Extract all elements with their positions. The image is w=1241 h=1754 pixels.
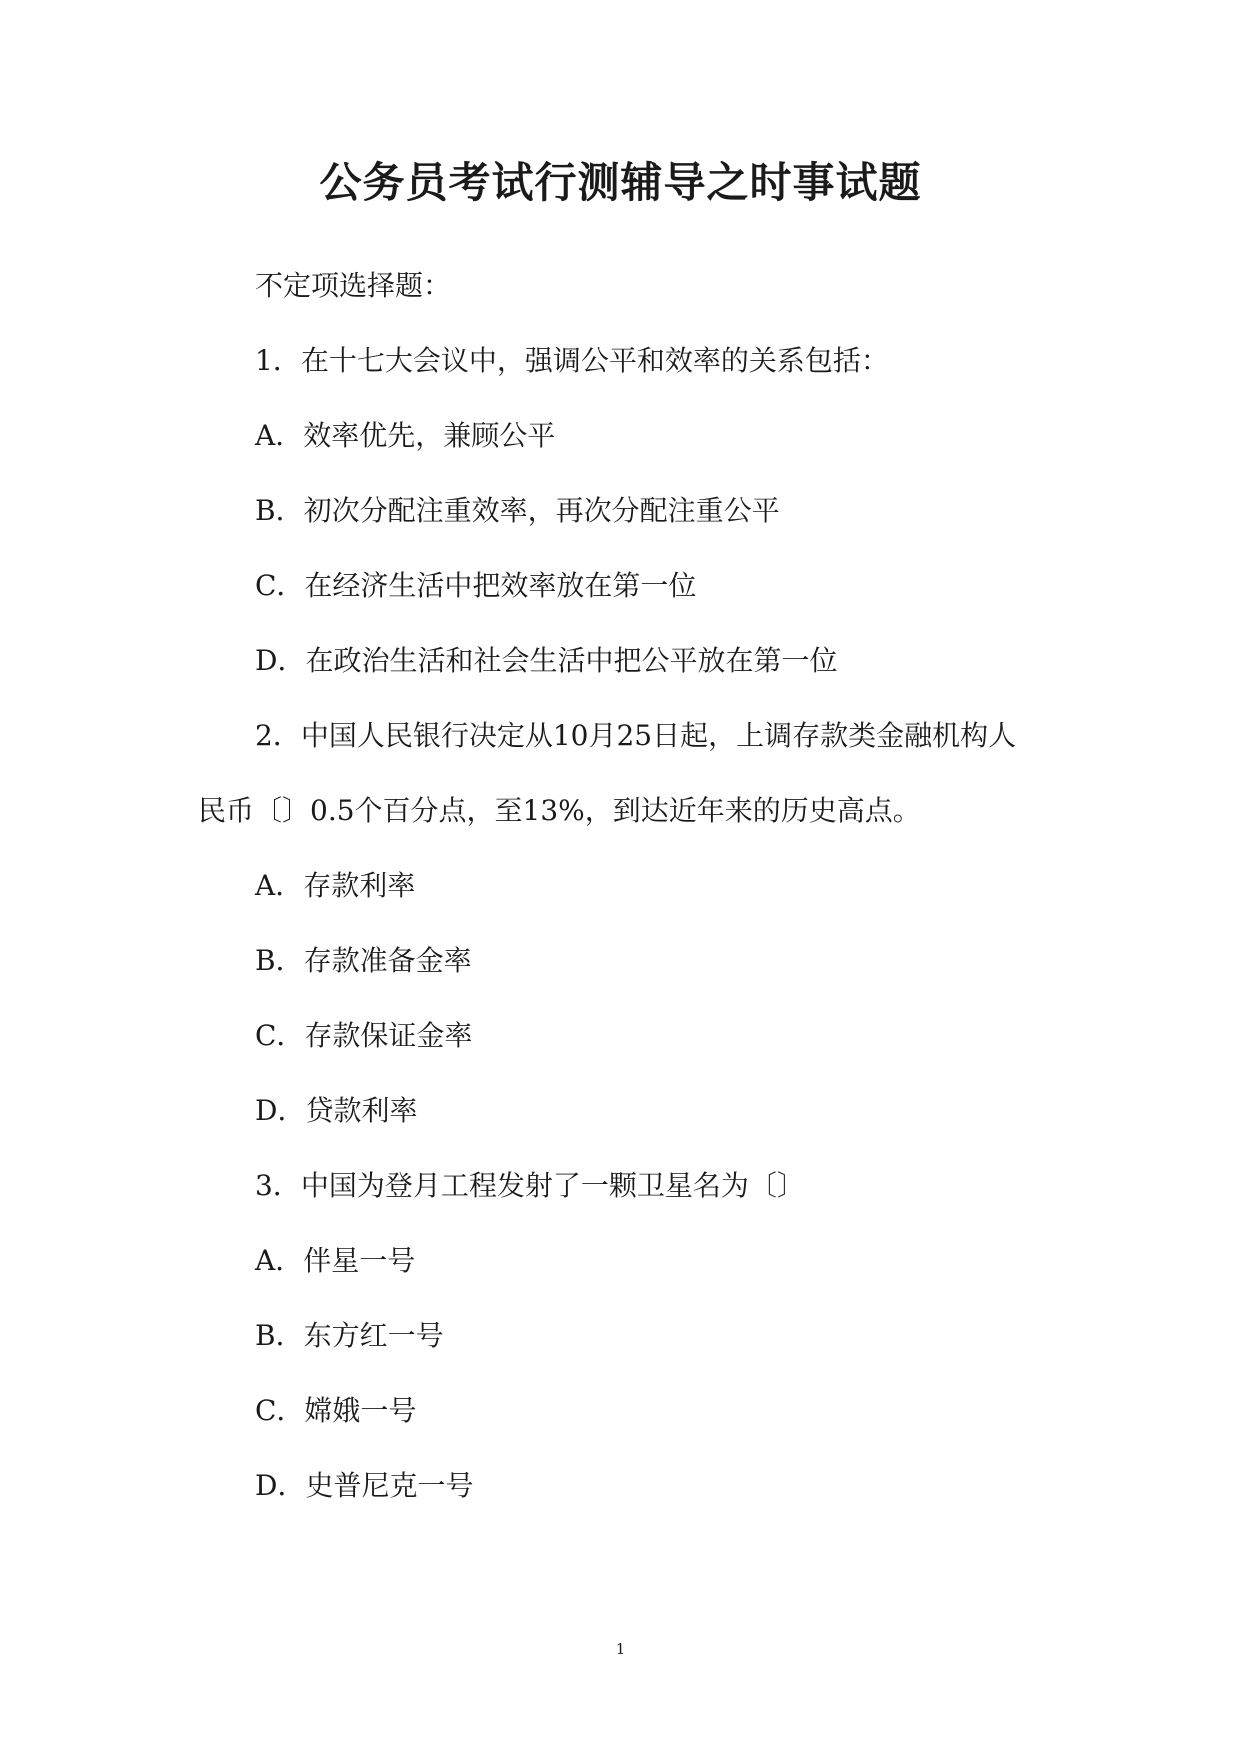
question-2-option-b: B．存款准备金率	[255, 944, 472, 977]
question-3-stem: 3．中国为登月工程发射了一颗卫星名为〔〕	[255, 1169, 805, 1202]
question-2-option-a: A．存款利率	[255, 869, 416, 902]
question-3-option-b: B．东方红一号	[255, 1319, 444, 1352]
page-number: 1	[615, 1640, 626, 1658]
question-2-stem-line1: 2．中国人民银行决定从10月25日起，上调存款类金融机构人	[255, 719, 1017, 752]
question-2-option-d: D．贷款利率	[255, 1094, 418, 1127]
section-heading: 不定项选择题：	[255, 269, 452, 302]
question-1-option-d: D．在政治生活和社会生活中把公平放在第一位	[255, 644, 838, 677]
question-2-option-c: C．存款保证金率	[255, 1019, 473, 1052]
question-1-option-b: B．初次分配注重效率，再次分配注重公平	[255, 494, 780, 527]
question-3-option-d: D．史普尼克一号	[255, 1469, 474, 1502]
question-3-option-a: A．伴星一号	[255, 1244, 416, 1277]
question-1-option-a: A．效率优先，兼顾公平	[255, 419, 556, 452]
question-1-option-c: C．在经济生活中把效率放在第一位	[255, 569, 697, 602]
question-3-option-c: C．嫦娥一号	[255, 1394, 417, 1427]
question-1-stem: 1．在十七大会议中，强调公平和效率的关系包括：	[255, 344, 889, 377]
document-title: 公务员考试行测辅导之时事试题	[319, 158, 922, 207]
question-2-stem-line2: 民币〔〕0.5个百分点，至13%，到达近年来的历史高点。	[198, 794, 921, 827]
